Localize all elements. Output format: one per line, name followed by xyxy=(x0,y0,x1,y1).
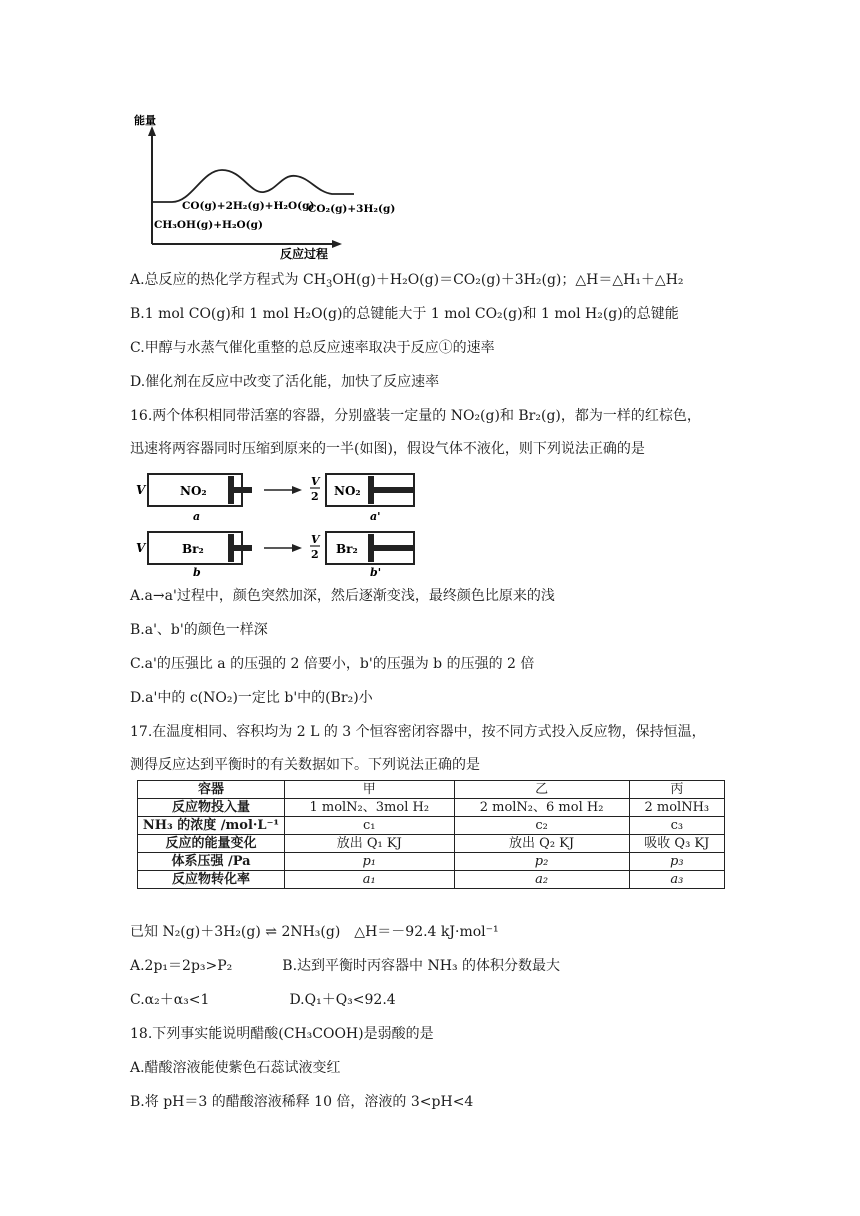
table-cell: 吸收 Q₃ KJ xyxy=(629,835,724,853)
table-cell: 反应物转化率 xyxy=(138,871,285,889)
volume-label-a: V xyxy=(136,483,146,497)
q18-option-a: A.醋酸溶液能使紫色石蕊试液变红 xyxy=(130,1060,341,1076)
label-a2: a' xyxy=(370,510,381,523)
table-cell: a₃ xyxy=(629,871,724,889)
table-cell: 反应的能量变化 xyxy=(138,835,285,853)
table-header-row xyxy=(138,781,725,799)
energy-curve xyxy=(152,170,354,202)
q15-option-a: A.总反应的热化学方程式为 $CH_3OH(g)+H_2O(g)=CO_2(g)+3H_2(g)$；△H＝△H₁＋△H₂ xyxy=(130,272,684,290)
table-row xyxy=(138,799,725,817)
q15-option-d: D.催化剂在反应中改变了活化能，加快了反应速率 xyxy=(130,374,440,390)
table-cell: c₁ xyxy=(285,817,455,835)
table-cell: 放出 Q₂ KJ xyxy=(454,835,629,853)
table-cell: 2 molN₂、6 mol H₂ xyxy=(454,799,629,817)
table-row xyxy=(138,817,725,835)
table-header-cell: 容器 xyxy=(138,781,285,799)
piston-b xyxy=(228,534,234,562)
half-den-b: 2 xyxy=(311,548,319,561)
gas-label-b2: Br₂ xyxy=(336,542,358,556)
table-cell: a₂ xyxy=(454,871,629,889)
table-cell: NH₃ 的浓度 /mol·L⁻¹ xyxy=(138,817,285,835)
y-axis-arrow xyxy=(148,126,156,136)
label-b: b xyxy=(193,566,201,578)
q16-option-d: D.a'中的 c(NO₂)一定比 b'中的(Br₂)小 xyxy=(130,690,373,706)
label-start-state: CH₃OH(g)+H₂O(g) xyxy=(154,219,263,231)
q17-data-table xyxy=(137,780,725,889)
gas-label-b: Br₂ xyxy=(182,542,204,556)
table-cell: 体系压强 /Pa xyxy=(138,853,285,871)
piston-rod-a xyxy=(234,487,252,493)
piston-b2 xyxy=(368,534,374,562)
q18-stem: 18.下列事实能说明醋酸(CH₃COOH)是弱酸的是 xyxy=(130,1026,434,1042)
piston-rod-a2 xyxy=(374,487,414,493)
table-cell: 反应物投入量 xyxy=(138,799,285,817)
label-b2: b' xyxy=(370,566,382,578)
table-cell: c₃ xyxy=(629,817,724,835)
table-cell: c₂ xyxy=(454,817,629,835)
table-cell: p₃ xyxy=(629,853,724,871)
q17-options-cd xyxy=(130,990,396,1010)
label-end-state: CO₂(g)+3H₂(g) xyxy=(308,203,396,215)
q17-option-b: B.达到平衡时丙容器中 NH₃ 的体积分数最大 xyxy=(282,958,561,974)
piston-rod-b2 xyxy=(374,545,414,551)
gas-label-a2: NO₂ xyxy=(334,484,361,498)
q17-stem-line1: 17.在温度相同、容积均为 2 L 的 3 个恒容密闭容器中，按不同方式投入反应物，保持恒温， xyxy=(130,724,706,740)
x-axis-label: 反应过程 xyxy=(280,247,329,261)
table-cell: a₁ xyxy=(285,871,455,889)
label-mid-state: CO(g)+2H₂(g)+H₂O(g) xyxy=(182,200,315,212)
x-axis-arrow xyxy=(332,240,342,248)
q15-option-c: C.甲醇与水蒸气催化重整的总反应速率取决于反应①的速率 xyxy=(130,340,495,356)
q17-option-d: D.Q₁＋Q₃<92.4 xyxy=(289,992,396,1008)
piston-rod-b xyxy=(234,545,252,551)
table-cell: 2 molNH₃ xyxy=(629,799,724,817)
piston-a2 xyxy=(368,476,374,504)
table-row xyxy=(138,871,725,889)
energy-diagram xyxy=(132,112,402,262)
table-row xyxy=(138,835,725,853)
q15-option-b: B.1 mol CO(g)和 1 mol H₂O(g)的总键能大于 1 mol CO₂(g)和 1 mol H₂(g)的总键能 xyxy=(130,306,679,322)
q17-options-ab xyxy=(130,956,560,976)
q18-option-b: B.将 pH＝3 的醋酸溶液稀释 10 倍，溶液的 3<pH<4 xyxy=(130,1094,474,1110)
piston-diagram xyxy=(132,466,422,578)
q17-known-equation: 已知 N₂(g)＋3H₂(g) ⇌ 2NH₃(g) △H＝－92.4 kJ·mol⁻¹ xyxy=(130,924,499,940)
q17-option-c: C.α₂＋α₃<1 xyxy=(130,992,210,1008)
half-den-a: 2 xyxy=(311,490,319,503)
arrow-head-b xyxy=(292,544,302,552)
q16-option-a: A.a→a'过程中，颜色突然加深，然后逐渐变浅，最终颜色比原来的浅 xyxy=(130,588,555,604)
half-num-b: V xyxy=(311,533,320,546)
volume-label-b: V xyxy=(136,541,146,555)
table-cell: p₂ xyxy=(454,853,629,871)
gas-label-a: NO₂ xyxy=(180,484,207,498)
q16-stem-line1: 16.两个体积相同带活塞的容器，分别盛装一定量的 NO₂(g)和 Br₂(g)，都为一样的红棕色， xyxy=(130,408,701,424)
table-cell: 1 molN₂、3mol H₂ xyxy=(285,799,455,817)
q16-option-c: C.a'的压强比 a 的压强的 2 倍要小，b'的压强为 b 的压强的 2 倍 xyxy=(130,656,535,672)
table-header-cell: 丙 xyxy=(629,781,724,799)
q17-stem-line2: 测得反应达到平衡时的有关数据如下。下列说法正确的是 xyxy=(130,757,480,773)
q16-option-b: B.a'、b'的颜色一样深 xyxy=(130,622,268,638)
table-row xyxy=(138,853,725,871)
y-axis-label: 能量 xyxy=(134,114,156,127)
q16-stem-line2: 迅速将两容器同时压缩到原来的一半(如图)，假设气体不液化，则下列说法正确的是 xyxy=(130,441,645,457)
table-header-cell: 甲 xyxy=(285,781,455,799)
half-num-a: V xyxy=(311,475,320,488)
arrow-head-a xyxy=(292,486,302,494)
label-a: a xyxy=(193,510,201,523)
table-cell: p₁ xyxy=(285,853,455,871)
piston-a xyxy=(228,476,234,504)
table-header-cell: 乙 xyxy=(454,781,629,799)
q17-option-a: A.2p₁＝2p₃>P₂ xyxy=(130,958,233,974)
table-cell: 放出 Q₁ KJ xyxy=(285,835,455,853)
